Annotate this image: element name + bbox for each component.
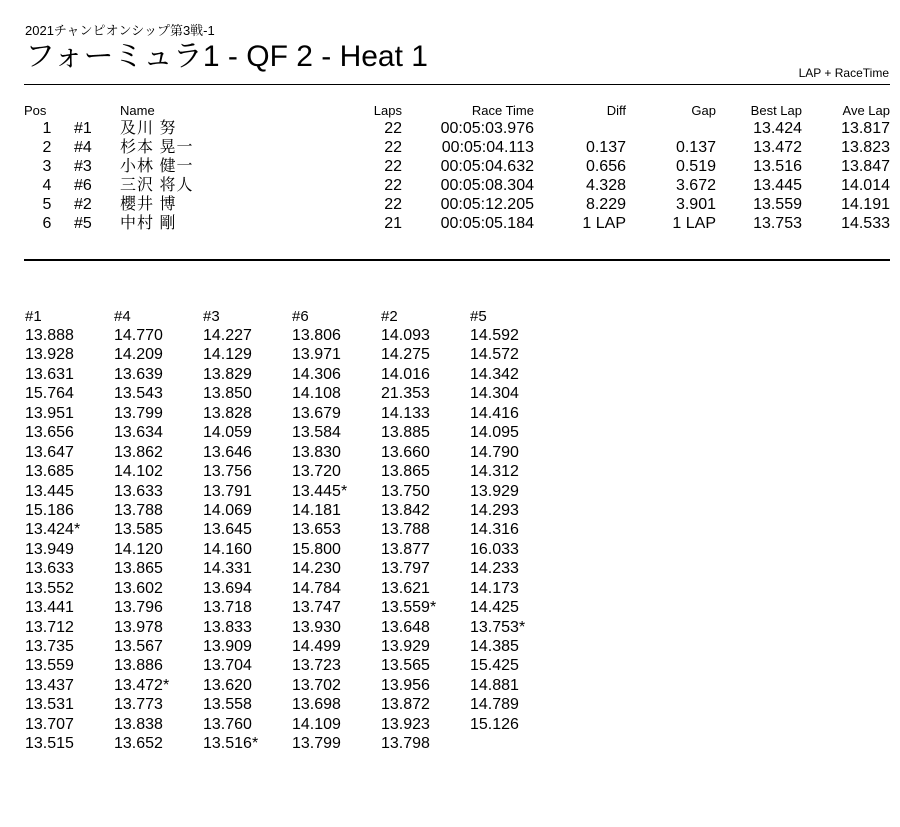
result-ave-lap: 14.533 <box>841 215 890 232</box>
result-car: #2 <box>74 196 92 213</box>
lap-time: 13.552 <box>25 579 74 597</box>
result-laps: 22 <box>384 158 402 175</box>
lap-time: 13.978 <box>114 618 163 636</box>
lap-time: 13.647 <box>25 443 74 461</box>
lap-time: 13.885 <box>381 424 430 442</box>
result-laps: 22 <box>384 120 402 137</box>
header-divider <box>24 84 890 85</box>
lap-time: 13.679 <box>292 404 341 422</box>
result-diff: 4.328 <box>585 177 626 194</box>
result-pos: 4 <box>42 177 52 194</box>
table-row <box>24 157 890 176</box>
lap-time: 13.633 <box>25 560 74 578</box>
result-pos: 6 <box>42 215 52 232</box>
lap-time: 14.312 <box>470 463 519 481</box>
result-car: #1 <box>74 120 92 137</box>
result-race-time: 00:05:03.976 <box>440 120 534 137</box>
lap-time: 13.796 <box>114 599 163 617</box>
result-ave-lap: 13.817 <box>841 120 890 137</box>
lap-time: 13.633 <box>114 482 163 500</box>
lap-time: 13.718 <box>203 599 252 617</box>
lap-time: 14.133 <box>381 404 430 422</box>
lap-time: 13.437 <box>25 676 74 694</box>
lap-time: 13.531 <box>25 696 74 714</box>
page-title: フォーミュラ1 - QF 2 - Heat 1 <box>25 40 428 73</box>
lap-time: 13.559* <box>381 599 437 617</box>
lap-time: 14.304 <box>470 385 519 403</box>
lap-time: 13.559 <box>25 657 74 675</box>
lap-time: 13.660 <box>381 443 430 461</box>
lap-time: 14.109 <box>292 715 341 733</box>
lap-time: 13.567 <box>114 638 163 655</box>
lap-time: 14.160 <box>203 540 252 558</box>
result-race-time: 00:05:05.184 <box>440 215 534 232</box>
lap-time: 14.102 <box>114 463 163 481</box>
lap-time: 13.877 <box>381 540 430 558</box>
lap-time: 15.764 <box>25 385 74 403</box>
lap-time: 13.602 <box>114 579 163 597</box>
lap-time: 14.129 <box>203 346 252 364</box>
result-gap: 3.672 <box>675 177 716 194</box>
lap-time: 13.798 <box>381 735 430 753</box>
lap-time: 14.881 <box>470 676 519 694</box>
lap-time: 14.572 <box>470 346 519 364</box>
report-format-label: LAP + RaceTime <box>798 66 889 80</box>
lap-time: 14.059 <box>203 424 252 442</box>
lap-time: 13.791 <box>203 482 252 500</box>
result-driver-name: 及川 努 <box>120 120 177 137</box>
header-race-time: Race Time <box>471 103 534 118</box>
lap-time: 13.472* <box>114 676 170 694</box>
table-row <box>24 138 890 157</box>
lap-time: 13.909 <box>203 638 252 655</box>
lap-time: 13.621 <box>381 579 430 597</box>
lap-time: 15.126 <box>470 715 519 733</box>
header-pos: Pos <box>24 103 47 118</box>
lap-column-car: #4 <box>114 308 131 325</box>
lap-time: 13.648 <box>381 618 430 636</box>
lap-time: 13.698 <box>292 696 341 714</box>
lap-time: 21.353 <box>381 385 430 403</box>
lap-time: 13.516* <box>203 735 259 753</box>
header-gap: Gap <box>691 103 716 118</box>
lap-time: 14.385 <box>470 638 519 655</box>
result-diff: 0.656 <box>585 158 626 175</box>
lap-time: 14.230 <box>292 560 341 578</box>
lap-time: 13.773 <box>114 696 163 714</box>
lap-time: 13.634 <box>114 424 163 442</box>
lap-time: 13.704 <box>203 657 252 675</box>
lap-column <box>25 308 114 754</box>
lap-time: 14.120 <box>114 540 163 558</box>
lap-time: 13.797 <box>381 560 430 578</box>
lap-time: 13.656 <box>25 424 74 442</box>
result-driver-name: 三沢 将人 <box>120 177 194 194</box>
lap-column <box>114 308 203 754</box>
lap-time: 13.584 <box>292 424 341 442</box>
lap-time: 14.416 <box>470 404 519 422</box>
lap-time: 14.306 <box>292 365 341 383</box>
lap-time: 13.930 <box>292 618 341 636</box>
result-laps: 22 <box>384 177 402 194</box>
lap-time: 13.799 <box>292 735 341 753</box>
lap-time: 13.929 <box>381 638 430 655</box>
lap-time: 13.886 <box>114 657 163 675</box>
lap-time: 14.016 <box>381 365 430 383</box>
header-car <box>70 102 120 119</box>
lap-time: 13.806 <box>292 327 341 344</box>
lap-times-grid <box>25 308 559 754</box>
lap-time: 13.585 <box>114 521 163 539</box>
table-row <box>24 195 890 214</box>
lap-time: 13.756 <box>203 463 252 481</box>
result-driver-name: 杉本 晃一 <box>120 139 194 156</box>
lap-time: 13.750 <box>381 482 430 500</box>
result-best-lap: 13.445 <box>753 177 802 194</box>
lap-time: 14.592 <box>470 327 519 344</box>
lap-time: 14.293 <box>470 501 519 519</box>
results-header-row <box>24 102 890 119</box>
result-ave-lap: 13.847 <box>841 158 890 175</box>
result-laps: 21 <box>384 215 402 232</box>
result-best-lap: 13.753 <box>753 215 802 232</box>
lap-time: 14.425 <box>470 599 519 617</box>
results-divider <box>24 259 890 261</box>
lap-time: 14.181 <box>292 501 341 519</box>
result-race-time: 00:05:04.113 <box>441 139 534 156</box>
result-ave-lap: 14.014 <box>841 177 890 194</box>
header-name: Name <box>120 103 155 118</box>
result-best-lap: 13.559 <box>753 196 802 213</box>
result-pos: 1 <box>42 120 52 137</box>
lap-column-car: #2 <box>381 308 398 325</box>
lap-time: 13.707 <box>25 715 74 733</box>
result-diff <box>534 119 626 138</box>
lap-column-car: #1 <box>25 308 42 325</box>
lap-time: 13.652 <box>114 735 163 753</box>
lap-time: 16.033 <box>470 540 519 558</box>
lap-time: 14.342 <box>470 365 519 383</box>
result-pos: 5 <box>42 196 52 213</box>
result-driver-name: 小林 健一 <box>120 158 194 175</box>
result-car: #3 <box>74 158 92 175</box>
result-laps: 22 <box>384 139 402 156</box>
result-gap: 0.519 <box>675 158 716 175</box>
result-race-time: 00:05:04.632 <box>440 158 534 175</box>
header-laps: Laps <box>373 103 402 118</box>
lap-time: 13.842 <box>381 501 430 519</box>
lap-time: 13.799 <box>114 404 163 422</box>
lap-time: 14.499 <box>292 638 341 655</box>
results-table <box>24 102 890 233</box>
lap-time: 14.790 <box>470 443 519 461</box>
lap-time: 13.631 <box>25 365 74 383</box>
lap-column <box>381 308 470 754</box>
lap-time: 13.646 <box>203 443 252 461</box>
result-race-time: 00:05:08.304 <box>440 177 534 194</box>
lap-time: 14.275 <box>381 346 430 364</box>
lap-time: 15.425 <box>470 657 519 675</box>
result-car: #5 <box>74 215 92 232</box>
result-race-time: 00:05:12.205 <box>440 196 534 213</box>
lap-time: 13.753* <box>470 618 526 636</box>
lap-time: 14.316 <box>470 521 519 539</box>
result-ave-lap: 13.823 <box>841 139 890 156</box>
lap-time: 13.830 <box>292 443 341 461</box>
result-car: #6 <box>74 177 92 194</box>
header-ave-lap: Ave Lap <box>842 103 890 118</box>
result-gap: 3.901 <box>675 196 716 213</box>
lap-time: 14.227 <box>203 327 252 344</box>
lap-time: 14.233 <box>470 560 519 578</box>
lap-time: 13.441 <box>25 599 74 617</box>
table-row <box>24 176 890 195</box>
lap-time: 14.173 <box>470 579 519 597</box>
lap-time: 13.850 <box>203 385 252 403</box>
lap-column-car: #3 <box>203 308 220 325</box>
result-driver-name: 中村 剛 <box>120 215 177 232</box>
lap-time: 14.093 <box>381 327 430 344</box>
result-diff: 8.229 <box>585 196 626 213</box>
lap-time: 13.620 <box>203 676 252 694</box>
result-car: #4 <box>74 139 92 156</box>
result-best-lap: 13.424 <box>753 120 802 137</box>
lap-time: 13.653 <box>292 521 341 539</box>
lap-time: 13.639 <box>114 365 163 383</box>
table-row <box>24 214 890 233</box>
lap-column <box>292 308 381 754</box>
header-diff: Diff <box>606 103 626 118</box>
lap-time: 14.108 <box>292 385 341 403</box>
result-diff: 1 LAP <box>582 215 626 232</box>
lap-time: 15.800 <box>292 540 341 558</box>
result-gap <box>626 119 716 138</box>
lap-column <box>470 308 559 754</box>
lap-time: 13.445* <box>292 482 348 500</box>
lap-time: 13.865 <box>381 463 430 481</box>
result-gap: 1 LAP <box>672 215 716 232</box>
lap-column-car: #6 <box>292 308 309 325</box>
lap-time: 13.872 <box>381 696 430 714</box>
lap-time: 13.929 <box>470 482 519 500</box>
result-pos: 3 <box>42 158 52 175</box>
lap-time: 13.723 <box>292 657 341 675</box>
lap-time: 14.784 <box>292 579 341 597</box>
lap-time: 13.865 <box>114 560 163 578</box>
lap-time: 13.645 <box>203 521 252 539</box>
lap-time: 13.788 <box>381 521 430 539</box>
lap-column <box>203 308 292 754</box>
lap-time: 13.543 <box>114 385 163 403</box>
result-laps: 22 <box>384 196 402 213</box>
result-ave-lap: 14.191 <box>841 196 890 213</box>
lap-time: 14.069 <box>203 501 252 519</box>
lap-time: 13.747 <box>292 599 341 617</box>
lap-time: 13.956 <box>381 676 430 694</box>
lap-time: 13.515 <box>25 735 74 753</box>
lap-time: 14.331 <box>203 560 252 578</box>
table-row <box>24 119 890 138</box>
lap-time: 14.209 <box>114 346 163 364</box>
lap-time: 13.720 <box>292 463 341 481</box>
lap-time: 13.445 <box>25 482 74 500</box>
lap-column-car: #5 <box>470 308 487 325</box>
lap-time: 13.928 <box>25 346 74 364</box>
result-pos: 2 <box>42 139 52 156</box>
lap-time: 14.789 <box>470 696 519 714</box>
lap-time: 13.829 <box>203 365 252 383</box>
lap-time: 13.951 <box>25 404 74 422</box>
lap-time: 13.694 <box>203 579 252 597</box>
result-best-lap: 13.472 <box>753 139 802 156</box>
header-best-lap: Best Lap <box>750 103 802 118</box>
event-subtitle: 2021チャンピオンシップ第3戦-1 <box>25 23 215 38</box>
result-diff: 0.137 <box>585 139 626 156</box>
lap-time: 13.685 <box>25 463 74 481</box>
lap-time: 13.833 <box>203 618 252 636</box>
lap-time: 13.888 <box>25 327 74 344</box>
lap-time: 13.712 <box>25 618 74 636</box>
lap-time: 13.862 <box>114 443 163 461</box>
lap-time: 13.971 <box>292 346 341 364</box>
lap-time: 13.788 <box>114 501 163 519</box>
lap-time: 13.828 <box>203 404 252 422</box>
lap-time: 15.186 <box>25 501 74 519</box>
result-best-lap: 13.516 <box>753 158 802 175</box>
lap-time: 13.923 <box>381 715 430 733</box>
result-driver-name: 櫻井 博 <box>120 196 177 213</box>
lap-time: 13.558 <box>203 696 252 714</box>
lap-time: 13.760 <box>203 715 252 733</box>
lap-time: 13.735 <box>25 638 74 655</box>
lap-time: 14.770 <box>114 327 163 344</box>
lap-time: 13.565 <box>381 657 430 675</box>
lap-time: 13.424* <box>25 521 81 539</box>
lap-time: 13.702 <box>292 676 341 694</box>
result-gap: 0.137 <box>675 139 716 156</box>
lap-time: 14.095 <box>470 424 519 442</box>
lap-time: 13.949 <box>25 540 74 558</box>
lap-time: 13.838 <box>114 715 163 733</box>
